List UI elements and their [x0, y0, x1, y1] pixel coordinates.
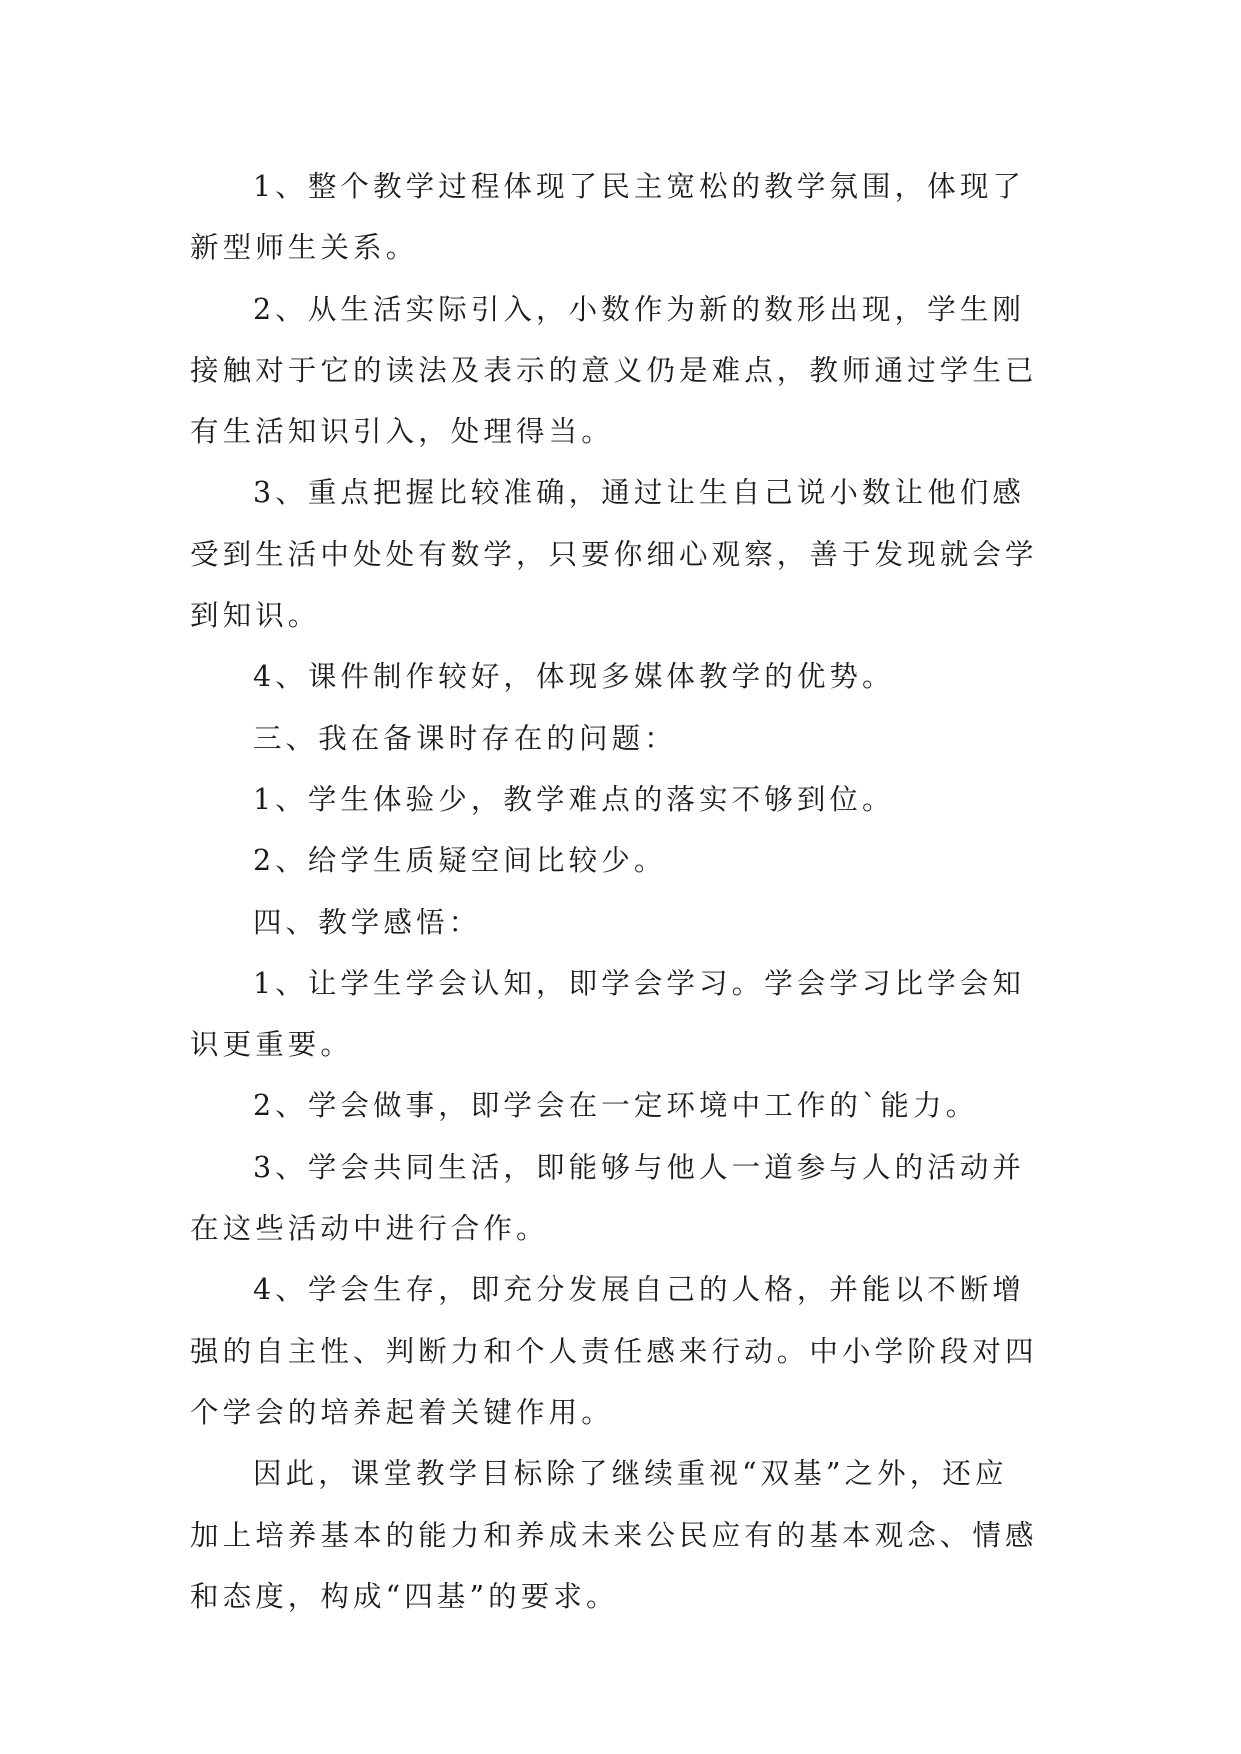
paragraph-line: 3、重点把握比较准确，通过让生自己说小数让他们感	[253, 476, 1026, 510]
paragraph-line: 和态度，构成“四基”的要求。	[190, 1579, 619, 1613]
paragraph	[190, 953, 1060, 1076]
paragraph-line: 加上培养基本的能力和养成未来公民应有的基本观念、情感	[190, 1518, 1038, 1552]
paragraph-line: 因此，课堂教学目标除了继续重视“双基”之外，还应	[253, 1457, 1008, 1491]
paragraph	[190, 279, 1060, 463]
section-heading-text: 三、我在备课时存在的问题：	[253, 721, 677, 755]
paragraph	[190, 769, 1060, 830]
paragraph-line: 1、整个教学过程体现了民主宽松的教学氛围，体现了	[253, 170, 1026, 203]
paragraph	[190, 646, 1060, 707]
paragraph	[190, 156, 1060, 279]
paragraph-line: 3、学会共同生活，即能够与他人一道参与人的活动并	[253, 1150, 1026, 1184]
paragraph-line: 有生活知识引入，处理得当。	[190, 415, 614, 449]
paragraph-line: 接触对于它的读法及表示的意义仍是难点，教师通过学生已	[190, 353, 1038, 387]
paragraph	[190, 1075, 1060, 1136]
paragraph-line: 识更重要。	[190, 1028, 354, 1062]
paragraph	[190, 1137, 1060, 1260]
paragraph-line: 1、学生体验少，教学难点的落实不够到位。	[253, 782, 895, 816]
paragraph-line: 新型师生关系。	[190, 231, 419, 265]
section-heading	[190, 708, 1060, 769]
document-body	[190, 156, 1060, 1627]
paragraph-line: 2、学会做事，即学会在一定环境中工作的`能力。	[253, 1089, 979, 1123]
paragraph	[190, 1443, 1060, 1627]
paragraph-line: 在这些活动中进行合作。	[190, 1212, 549, 1246]
paragraph-line: 个学会的培养起着关键作用。	[190, 1395, 614, 1429]
section-heading	[190, 892, 1060, 953]
paragraph-line: 受到生活中处处有数学，只要你细心观察，善于发现就会学	[190, 537, 1038, 571]
paragraph-line: 2、从生活实际引入，小数作为新的数形出现，学生刚	[253, 292, 1026, 326]
paragraph	[190, 462, 1060, 646]
paragraph-line: 4、学会生存，即充分发展自己的人格，并能以不断增	[253, 1273, 1026, 1307]
section-heading-text: 四、教学感悟：	[253, 905, 482, 939]
paragraph-line: 1、让学生学会认知，即学会学习。学会学习比学会知	[253, 966, 1026, 1000]
paragraph-line: 4、课件制作较好，体现多媒体教学的优势。	[253, 660, 895, 694]
paragraph-line: 强的自主性、判断力和个人责任感来行动。中小学阶段对四	[190, 1334, 1038, 1368]
paragraph	[190, 1259, 1060, 1443]
paragraph-line: 2、给学生质疑空间比较少。	[253, 844, 667, 878]
paragraph-line: 到知识。	[190, 599, 321, 633]
paragraph	[190, 830, 1060, 891]
